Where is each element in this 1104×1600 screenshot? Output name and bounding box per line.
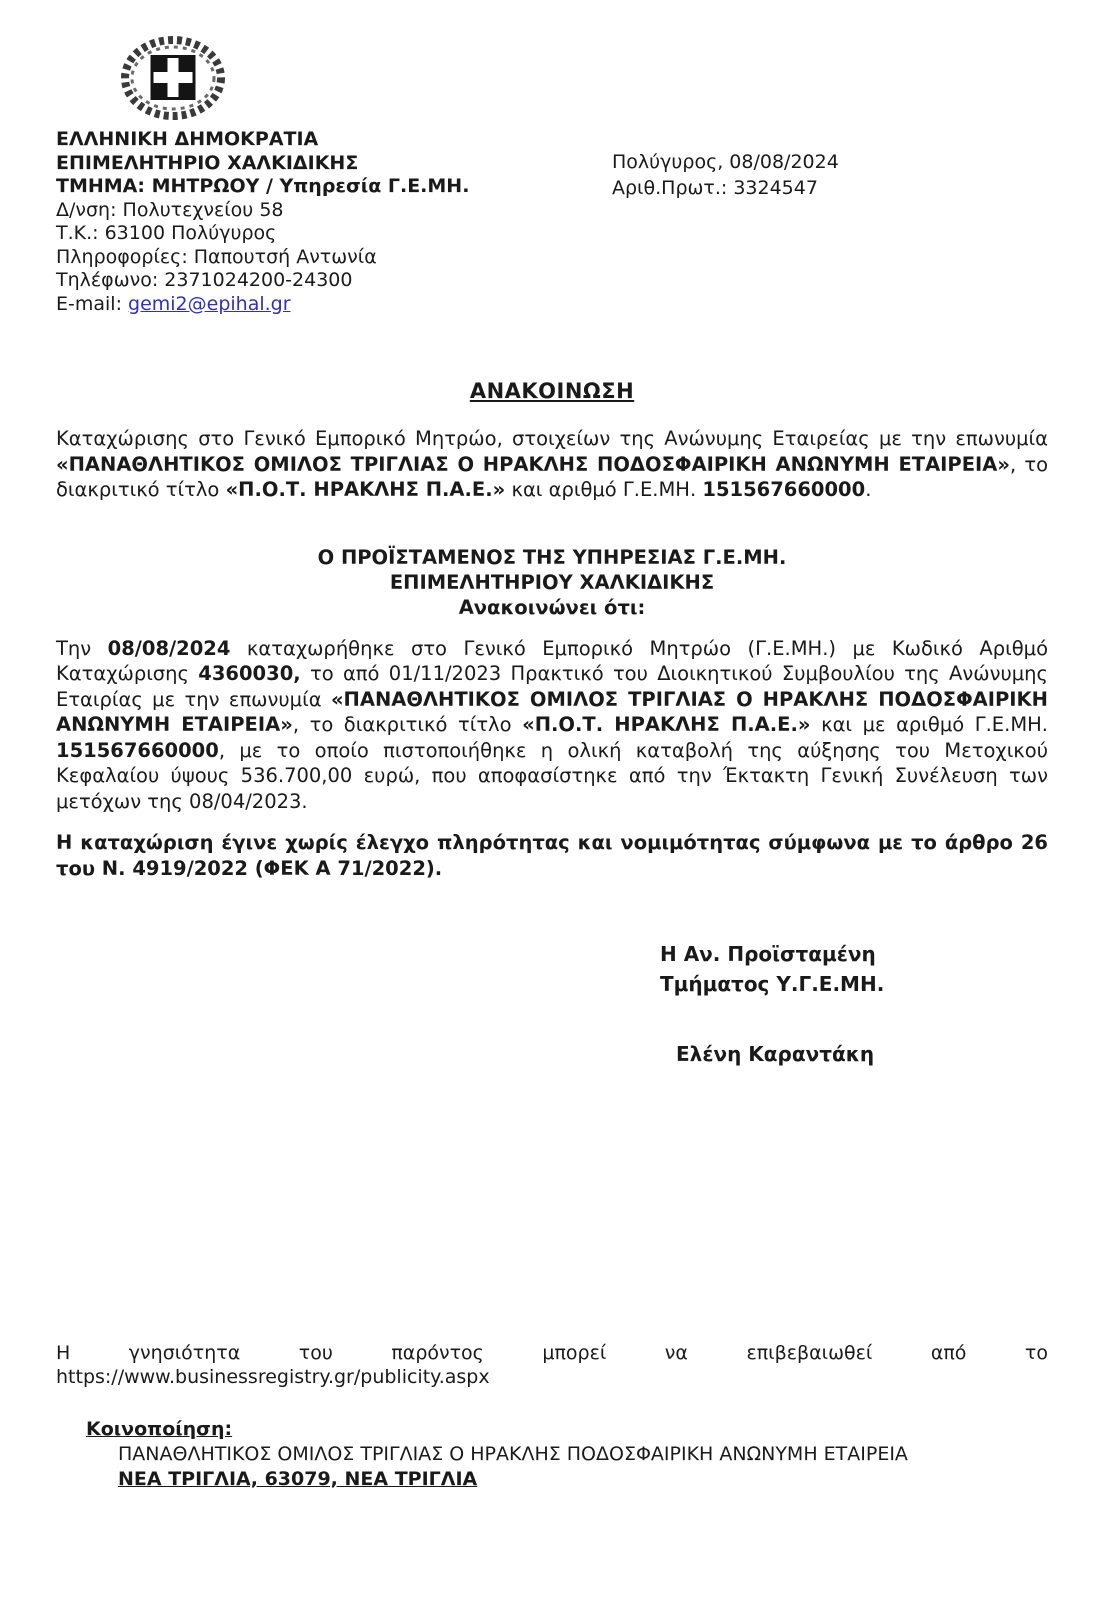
body-run: , με το οποίο πιστοποιήθηκε η ολική καταβολή της αύξησης του Μετοχικού Κεφαλαίου ύψους 536.700,00 ευρώ, που αποφασίστηκε από την Έκτακτη Γενική Συνέλευση των μετόχων της 08/04/2023. — [56, 738, 1048, 813]
protocol-number-line: Αριθ.Πρωτ.: 3324547 — [612, 177, 818, 199]
body-run: το από 01/11/2023 Πρακτικό του Διοικητικού Συμβουλίου της Ανώνυμης Εταιρίας με την επωνυμία — [56, 662, 1048, 711]
header-line-phone: Τηλέφωνο: 2371024200-24300 — [56, 269, 353, 291]
header-line-republic: ΕΛΛΗΝΙΚΗ ΔΗΜΟΚΡΑΤΙΑ — [56, 128, 319, 150]
body-run: , το διακριτικό τίτλο — [292, 713, 523, 736]
intro-run: Καταχώρισης στο Γενικό Εμπορικό Μητρώο, στοιχείων της Ανώνυμης Εταιρείας με την επωνυμία — [56, 427, 1048, 450]
notification-label: Κοινοποίηση: — [86, 1418, 233, 1440]
registration-code-bold: 4360030, — [198, 662, 301, 685]
place-date-line: Πολύγυρος, 08/08/2024 — [612, 151, 839, 173]
gemi-number-bold: 151567660000 — [702, 478, 866, 501]
body-run: Την — [56, 636, 108, 660]
signature-name: Ελένη Καραντάκη — [676, 1042, 875, 1066]
body-paragraph — [56, 636, 1048, 815]
registration-date-bold: 08/08/2024 — [107, 636, 231, 660]
notification-address: ΝΕΑ ΤΡΙΓΛΙΑ, 63079, ΝΕΑ ΤΡΙΓΛΙΑ — [118, 1468, 478, 1490]
page-title: ΑΝΑΚΟΙΝΩΣΗ — [469, 379, 635, 403]
subheading-block — [56, 545, 1048, 620]
verification-url: https://www.businessregistry.gr/publicity.aspx — [56, 1366, 490, 1388]
header-line-address: Δ/νση: Πολυτεχνείου 58 — [56, 198, 284, 221]
company-name-bold: «ΠΑΝΑΘΛΗΤΙΚΟΣ ΟΜΙΛΟΣ ΤΡΙΓΛΙΑΣ Ο ΗΡΑΚΛΗΣ ΠΟΔΟΣΦΑΙΡΙΚΗ ΑΝΩΝΥΜΗ ΕΤΑΙΡΕΙΑ» — [56, 687, 1048, 736]
letterhead-left-block — [56, 128, 616, 316]
letterhead-right-block — [612, 149, 839, 201]
distinctive-title-bold: «Π.Ο.Τ. ΗΡΑΚΛΗΣ Π.Α.Ε.» — [225, 478, 506, 501]
greek-republic-emblem-icon — [118, 35, 228, 120]
email-label: E-mail: — [56, 292, 129, 315]
subheading-line-chamber: ΕΠΙΜΕΛΗΤΗΡΙΟΥ ΧΑΛΚΙΔΙΚΗΣ — [389, 570, 715, 594]
distinctive-title-bold: «Π.Ο.Τ. ΗΡΑΚΛΗΣ Π.Α.Ε.» — [522, 713, 811, 736]
body-run: καταχωρήθηκε στο Γενικό Εμπορικό Μητρώο (Γ.Ε.ΜΗ.) με Κωδικό Αριθμό Καταχώρισης — [56, 636, 1048, 685]
intro-run: . — [865, 478, 872, 501]
legal-note-paragraph: Η καταχώριση έγινε χωρίς έλεγχο πληρότητας και νομιμότητας σύμφωνα με το άρθρο 26 του Ν. 4919/2022 (ΦΕΚ Α 71/2022). — [56, 831, 1048, 880]
header-line-contact-person: Πληροφορίες: Παπουτσή Αντωνία — [56, 245, 377, 268]
gemi-number-bold: 151567660000 — [56, 738, 219, 762]
signature-block — [660, 939, 1048, 999]
letterhead — [56, 128, 1048, 316]
notification-company: ΠΑΝΑΘΛΗΤΙΚΟΣ ΟΜΙΛΟΣ ΤΡΙΓΛΙΑΣ Ο ΗΡΑΚΛΗΣ ΠΟΔΟΣΦΑΙΡΙΚΗ ΑΝΩΝΥΜΗ ΕΤΑΙΡΕΙΑ — [118, 1443, 908, 1465]
signature-role-line-1: Η Αν. Προϊσταμένη — [660, 942, 876, 966]
intro-run: και αριθμό Γ.Ε.ΜΗ. — [505, 478, 703, 501]
subheading-line-supervisor: Ο ΠΡΟΪΣΤΑΜΕΝΟΣ ΤΗΣ ΥΠΗΡΕΣΙΑΣ Γ.Ε.ΜΗ. — [317, 545, 787, 569]
company-name-bold: «ΠΑΝΑΘΛΗΤΙΚΟΣ ΟΜΙΛΟΣ ΤΡΙΓΛΙΑΣ Ο ΗΡΑΚΛΗΣ ΠΟΔΟΣΦΑΙΡΙΚΗ ΑΝΩΝΥΜΗ ΕΤΑΙΡΕΙΑ» — [56, 452, 1010, 476]
header-line-email — [56, 293, 616, 317]
verification-sentence: Η γνησιότητα του παρόντος μπορεί να επιβεβαιωθεί από το — [56, 1342, 1048, 1364]
signature-role-line-2: Τμήματος Υ.Γ.Ε.ΜΗ. — [660, 972, 885, 996]
header-line-postal-code: Τ.Κ.: 63100 Πολύγυρος — [56, 222, 277, 244]
notification-block — [56, 1417, 1048, 1491]
body-run: και με αριθμό Γ.Ε.ΜΗ. — [810, 713, 1048, 736]
verification-paragraph — [56, 1341, 1048, 1389]
intro-paragraph — [56, 426, 1048, 503]
header-line-chamber: ΕΠΙΜΕΛΗΤΗΡΙΟ ΧΑΛΚΙΔΙΚΗΣ — [56, 151, 359, 174]
header-line-department: ΤΜΗΜΑ: ΜΗΤΡΩΟΥ / Υπηρεσία Γ.Ε.ΜΗ. — [56, 175, 470, 197]
intro-run: , το διακριτικό τίτλο — [56, 452, 1048, 501]
email-link[interactable]: gemi2@epihal.gr — [128, 292, 291, 315]
subheading-line-announces: Ανακοινώνει ότι: — [458, 595, 646, 619]
